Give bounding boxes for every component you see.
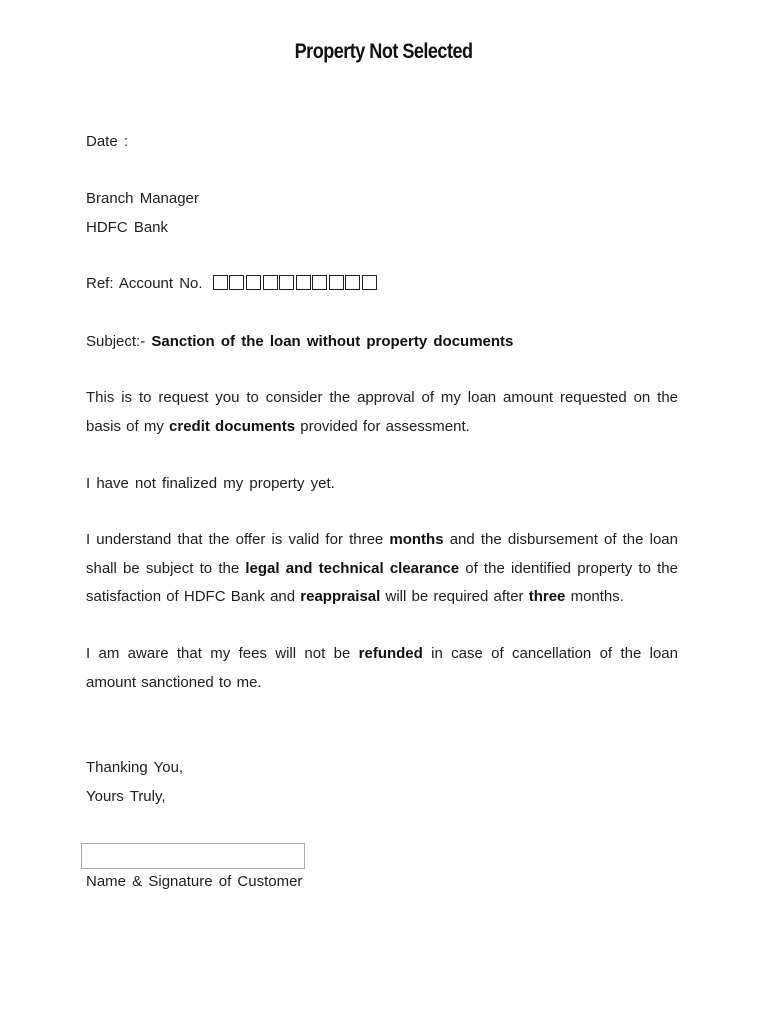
account-digit-box[interactable] [246,275,261,290]
ref-label: Ref: Account No. [86,275,203,292]
paragraph-2: I have not finalized my property yet. [86,475,335,492]
account-digit-box[interactable] [279,275,294,290]
paragraph-3-text-e: months. [565,588,624,605]
signature-field[interactable] [81,843,305,869]
account-digit-box[interactable] [312,275,327,290]
paragraph-4-text-end: in case of cancellation of the loan amount sanctioned to me. [86,645,678,691]
account-digit-box[interactable] [213,275,228,290]
subject-text: Sanction of the loan without property documents [151,333,514,350]
signature-label: Name & Signature of Customer [86,873,303,890]
paragraph-4-bold-refunded: refunded [358,645,423,662]
account-digit-box[interactable] [263,275,278,290]
account-digit-box[interactable] [345,275,360,290]
closing-yours: Yours Truly, [86,788,166,805]
paragraph-3-text-a: I understand that the offer is valid for three [86,531,390,548]
account-digit-box[interactable] [362,275,377,290]
paragraph-3-bold-clearance: legal and technical clearance [245,559,460,577]
recipient-bank: HDFC Bank [86,219,169,236]
paragraph-3-bold-three: three [528,588,566,605]
recipient-title: Branch Manager [86,190,199,207]
paragraph-3-text-c: of the identified property to the satisfaction of HDFC Bank and [86,559,678,605]
closing-thanks: Thanking You, [86,759,184,776]
paragraph-3 [86,526,678,612]
paragraph-4-text: I am aware that my fees will not be [86,645,359,662]
paragraph-1-bold: credit documents [169,417,296,435]
paragraph-1 [86,384,678,441]
date-label: Date : [86,133,129,150]
account-digit-box[interactable] [229,275,244,290]
account-digit-box[interactable] [296,275,311,290]
paragraph-3-text-d: will be required after [380,588,529,605]
paragraph-3-bold-reappraisal: reappraisal [300,588,381,605]
document-title: Property Not Selected [294,40,473,63]
account-digit-box[interactable] [329,275,344,290]
paragraph-1-text-end: provided for assessment. [295,417,470,435]
subject-line [86,333,513,350]
paragraph-1-text: This is to request you to consider the approval of my loan amount requested on the basis of my [86,389,678,435]
paragraph-4 [86,640,678,697]
subject-label: Subject:- [86,333,146,350]
paragraph-3-bold-months: months [389,531,444,548]
ref-line [86,275,379,292]
account-number-boxes[interactable] [213,275,379,290]
paragraph-3-text-b: and the disbursement of the loan shall be subject to the [86,531,678,577]
